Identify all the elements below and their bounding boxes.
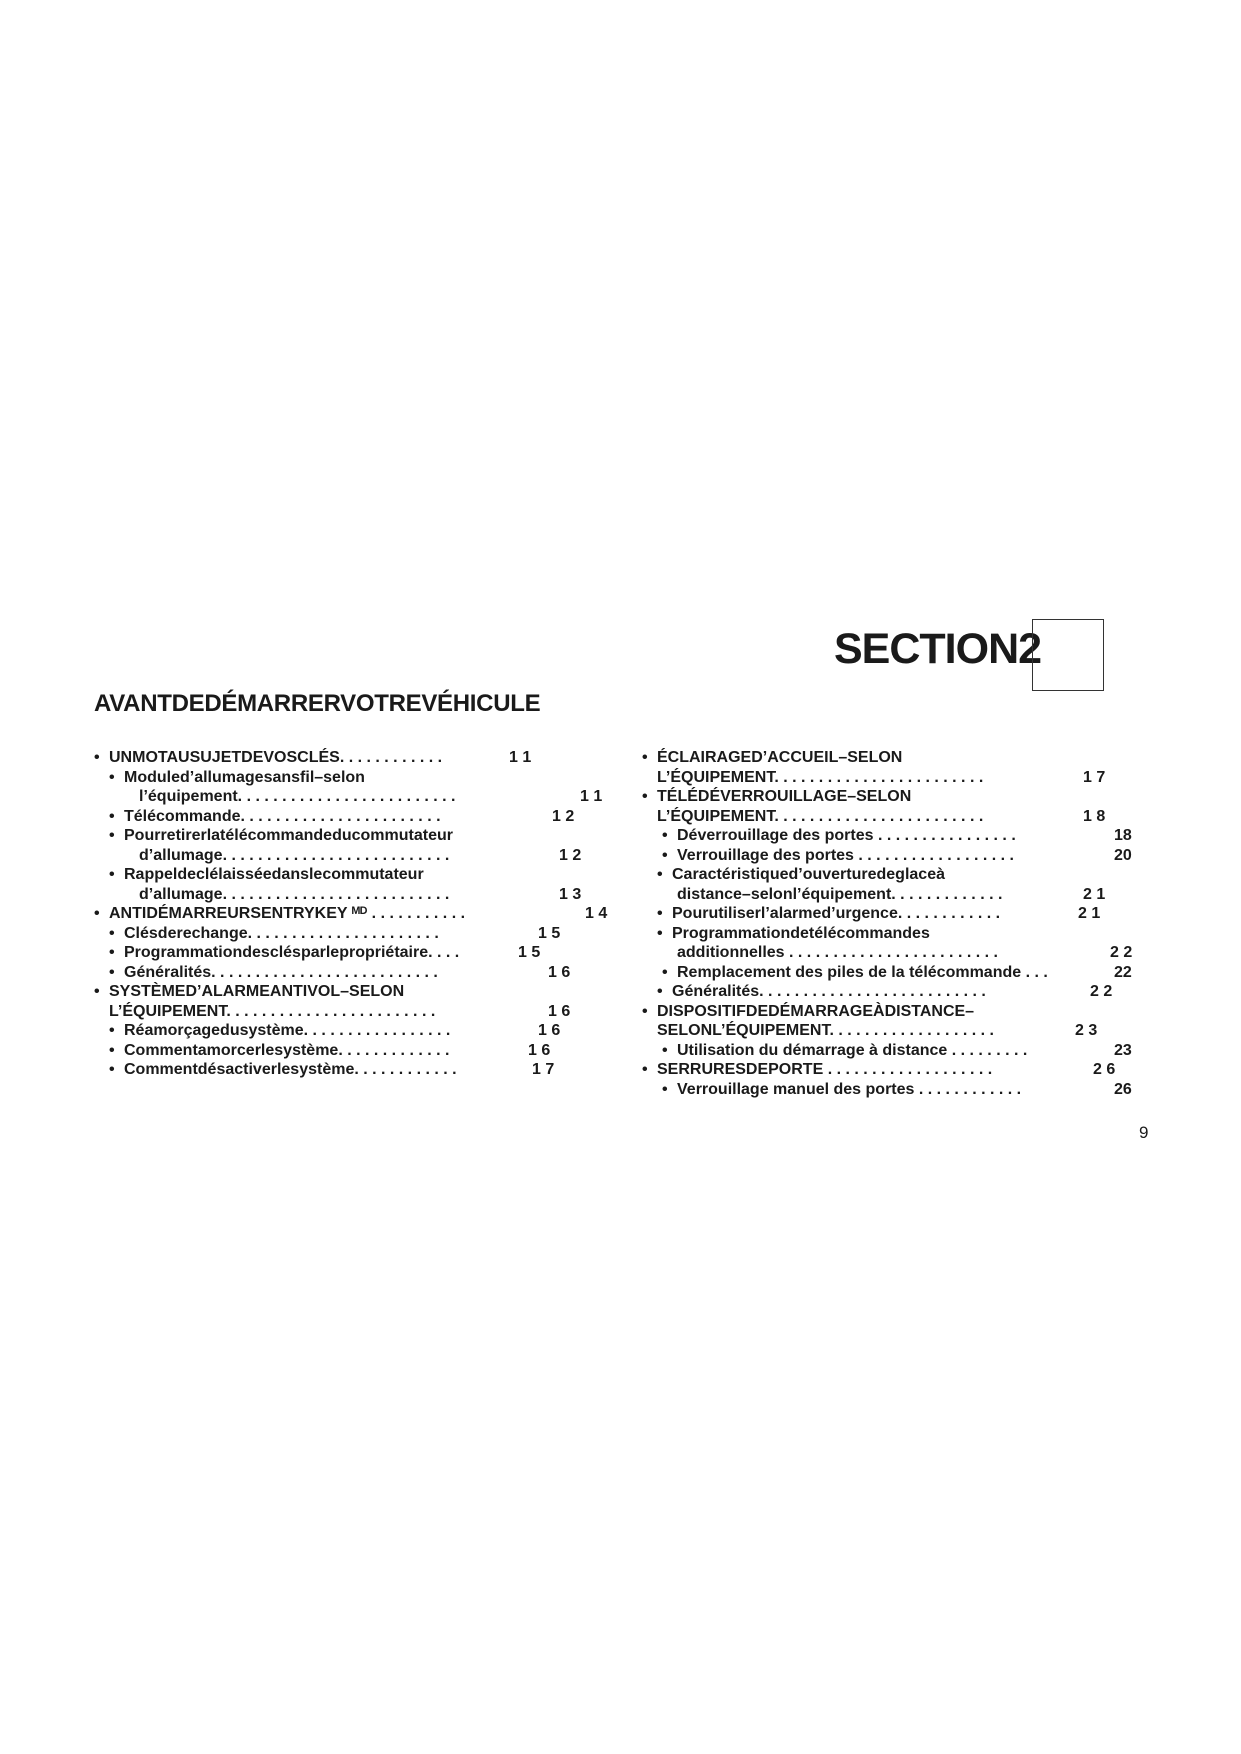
toc-page-number: 1 7 <box>1083 768 1106 786</box>
toc-entry <box>642 1021 1152 1041</box>
bullet: • <box>642 749 648 766</box>
toc-page-number: 2 1 <box>1078 905 1101 922</box>
toc-entry <box>94 885 604 905</box>
toc-entry <box>642 924 1152 944</box>
toc-entry <box>642 748 1152 768</box>
toc-entry <box>642 768 1152 788</box>
toc-right-column <box>642 748 1152 1099</box>
bullet: • <box>662 1041 668 1059</box>
toc-entry <box>642 1041 1152 1061</box>
toc-entry-text: Commentdésactiverlesystème. . . . . . . . . . . . <box>124 1061 457 1078</box>
toc-page-number: 2 6 <box>1093 1061 1116 1078</box>
toc-entry <box>642 865 1152 885</box>
toc-entry-text: Rappeldeclélaisséedanslecommutateur <box>124 866 424 883</box>
bullet: • <box>109 924 115 942</box>
bullet: • <box>109 963 115 981</box>
page-heading: AVANTDEDÉMARRERVOTREVÉHICULE <box>94 690 541 717</box>
toc-page-number: 1 3 <box>559 885 582 903</box>
toc-entry <box>642 826 1152 846</box>
toc-entry-text: Généralités. . . . . . . . . . . . . . . . . . . . . . . . . . <box>124 963 438 981</box>
toc-page-number: 2 3 <box>1075 1022 1098 1039</box>
toc-entry-text: ÉCLAIRAGED’ACCUEIL–SELON <box>657 749 903 766</box>
toc-entry-text: Généralités. . . . . . . . . . . . . . . . . . . . . . . . . . <box>672 983 986 1000</box>
toc-page-number: 1 1 <box>580 788 603 805</box>
bullet: • <box>662 846 668 864</box>
toc-page-number: 1 2 <box>559 846 582 864</box>
toc-page-number: 2 2 <box>1110 944 1133 961</box>
bullet: • <box>94 749 100 766</box>
toc-page-number: 1 4 <box>585 905 608 922</box>
toc-page-number: 1 5 <box>518 944 541 961</box>
bullet: • <box>109 1061 115 1078</box>
toc-entry-text: Verrouillage manuel des portes . . . . . . . . . . . . <box>677 1080 1022 1098</box>
bullet: • <box>109 827 115 844</box>
section-number-box <box>1032 619 1104 691</box>
toc-entry <box>94 1060 604 1080</box>
toc-entry-text: L’ÉQUIPEMENT. . . . . . . . . . . . . . . . . . . . . . . . <box>657 807 984 825</box>
toc-entry-text: Caractéristiqued’ouverturedeglaceà <box>672 866 945 883</box>
toc-entry-text: TÉLÉDÉVERROUILLAGE–SELON <box>657 788 912 805</box>
section-title: SECTION2 <box>834 625 1042 673</box>
toc-entry <box>94 807 604 827</box>
bullet: • <box>662 827 668 844</box>
bullet: • <box>94 983 100 1000</box>
toc-page-number: 1 1 <box>509 749 532 766</box>
page-number: 9 <box>1139 1123 1149 1142</box>
toc-entry <box>94 963 604 983</box>
toc-page-number: 18 <box>1114 827 1132 844</box>
bullet: • <box>109 866 115 883</box>
toc-page-number: 1 6 <box>548 963 571 981</box>
bullet: • <box>657 924 663 942</box>
toc-page-number: 2 1 <box>1083 885 1106 903</box>
toc-left-column <box>94 748 608 1080</box>
bullet: • <box>657 905 663 922</box>
toc-page-number: 26 <box>1114 1080 1132 1098</box>
toc-entry <box>94 1021 604 1041</box>
toc-page-number: 1 7 <box>532 1061 555 1078</box>
bullet: • <box>657 983 663 1000</box>
toc-page-number: 22 <box>1114 963 1132 981</box>
toc-page-number: 1 8 <box>1083 807 1106 825</box>
toc-entry-text: Télécommande. . . . . . . . . . . . . . . . . . . . . . . <box>124 807 441 825</box>
toc-entry <box>94 1041 604 1061</box>
toc-entry-text: Pourutiliserl’alarmed’urgence. . . . . . . . . . . . <box>672 905 1001 922</box>
toc-entry-text: distance–selonl’équipement. . . . . . . . . . . . . <box>677 885 1003 903</box>
toc-entry <box>94 904 608 924</box>
toc-page-number: 2 2 <box>1090 983 1113 1000</box>
toc-page-number: 1 6 <box>528 1041 551 1059</box>
toc-entry <box>94 826 604 846</box>
bullet: • <box>657 866 663 883</box>
toc-entry-text: Moduled’allumagesansfil–selon <box>124 768 365 786</box>
toc-entry <box>94 924 604 944</box>
toc-entry-text: l’équipement. . . . . . . . . . . . . . . . . . . . . . . . . <box>139 788 456 805</box>
toc-entry <box>94 787 604 807</box>
toc-entry <box>642 943 1152 963</box>
bullet: • <box>662 1080 668 1098</box>
toc-entry-text: SELONL’ÉQUIPEMENT. . . . . . . . . . . . . . . . . . . <box>657 1022 994 1039</box>
toc-page-number: 23 <box>1114 1041 1132 1059</box>
toc-entry <box>642 1080 1152 1100</box>
toc-entry-text: Déverrouillage des portes . . . . . . . . . . . . . . . . <box>677 827 1016 844</box>
bullet: • <box>642 1061 648 1078</box>
toc-entry-text: Utilisation du démarrage à distance . . . . . . . . . <box>677 1041 1028 1059</box>
toc-page-number: 20 <box>1114 846 1132 864</box>
toc-entry-text: SERRURESDEPORTE . . . . . . . . . . . . . . . . . . . <box>657 1061 993 1078</box>
toc-entry-text: Réamorçagedusystème. . . . . . . . . . . . . . . . . <box>124 1022 451 1039</box>
toc-entry <box>642 846 1152 866</box>
toc-entry-text: L’ÉQUIPEMENT. . . . . . . . . . . . . . . . . . . . . . . . <box>657 768 984 786</box>
toc-entry <box>642 982 1152 1002</box>
toc-entry-text: Programmationdetélécommandes <box>672 924 930 942</box>
toc-page-number: 1 6 <box>548 1002 571 1020</box>
toc-entry <box>94 982 604 1002</box>
toc-entry <box>94 768 604 788</box>
toc-entry <box>94 1002 604 1022</box>
toc-entry-text: L’ÉQUIPEMENT. . . . . . . . . . . . . . . . . . . . . . . . <box>109 1002 436 1020</box>
bullet: • <box>109 768 115 786</box>
toc-entry <box>94 846 604 866</box>
toc-entry <box>94 865 604 885</box>
toc-page-number: 1 6 <box>538 1022 561 1039</box>
bullet: • <box>94 905 100 922</box>
toc-entry-text: SYSTÈMED’ALARMEANTIVOL–SELON <box>109 983 405 1000</box>
toc-entry-text: Programmationdesclésparlepropriétaire. . . . <box>124 944 460 961</box>
bullet: • <box>109 1041 115 1059</box>
bullet: • <box>642 1002 648 1020</box>
toc-page-number: 1 5 <box>538 924 561 942</box>
toc-entry-text: d’allumage. . . . . . . . . . . . . . . . . . . . . . . . . . <box>139 885 450 903</box>
toc-entry <box>642 1002 1152 1022</box>
toc-entry <box>642 885 1152 905</box>
toc-entry-text: ANTIDÉMARREURSENTRYKEY ᴹᴰ . . . . . . . . . . . <box>109 905 466 922</box>
toc-entry <box>94 943 604 963</box>
toc-entry <box>642 787 1152 807</box>
toc-entry <box>642 963 1152 983</box>
toc-entry-text: Clésderechange. . . . . . . . . . . . . . . . . . . . . . <box>124 924 439 942</box>
toc-entry-text: DISPOSITIFDEDÉMARRAGEÀDISTANCE– <box>657 1002 975 1020</box>
bullet: • <box>109 944 115 961</box>
bullet: • <box>662 963 668 981</box>
toc-entry-text: additionnelles . . . . . . . . . . . . . . . . . . . . . . . . <box>677 944 998 961</box>
toc-entry <box>642 807 1152 827</box>
toc-entry <box>94 748 604 768</box>
bullet: • <box>109 807 115 825</box>
bullet: • <box>109 1022 115 1039</box>
toc-entry-text: Remplacement des piles de la télécommande . . . <box>677 963 1048 981</box>
toc-page-number: 1 2 <box>552 807 575 825</box>
bullet: • <box>642 788 648 805</box>
toc-entry-text: Commentamorcerlesystème. . . . . . . . . . . . . <box>124 1041 450 1059</box>
toc-entry <box>642 1060 1152 1080</box>
toc-entry <box>642 904 1152 924</box>
toc-entry-text: Pourretirerlatélécommandeducommutateur <box>124 827 453 844</box>
toc-entry-text: UNMOTAUSUJETDEVOSCLÉS. . . . . . . . . . . . <box>109 749 443 766</box>
toc-entry-text: d’allumage. . . . . . . . . . . . . . . . . . . . . . . . . . <box>139 846 450 864</box>
toc-entry-text: Verrouillage des portes . . . . . . . . . . . . . . . . . . <box>677 846 1014 864</box>
